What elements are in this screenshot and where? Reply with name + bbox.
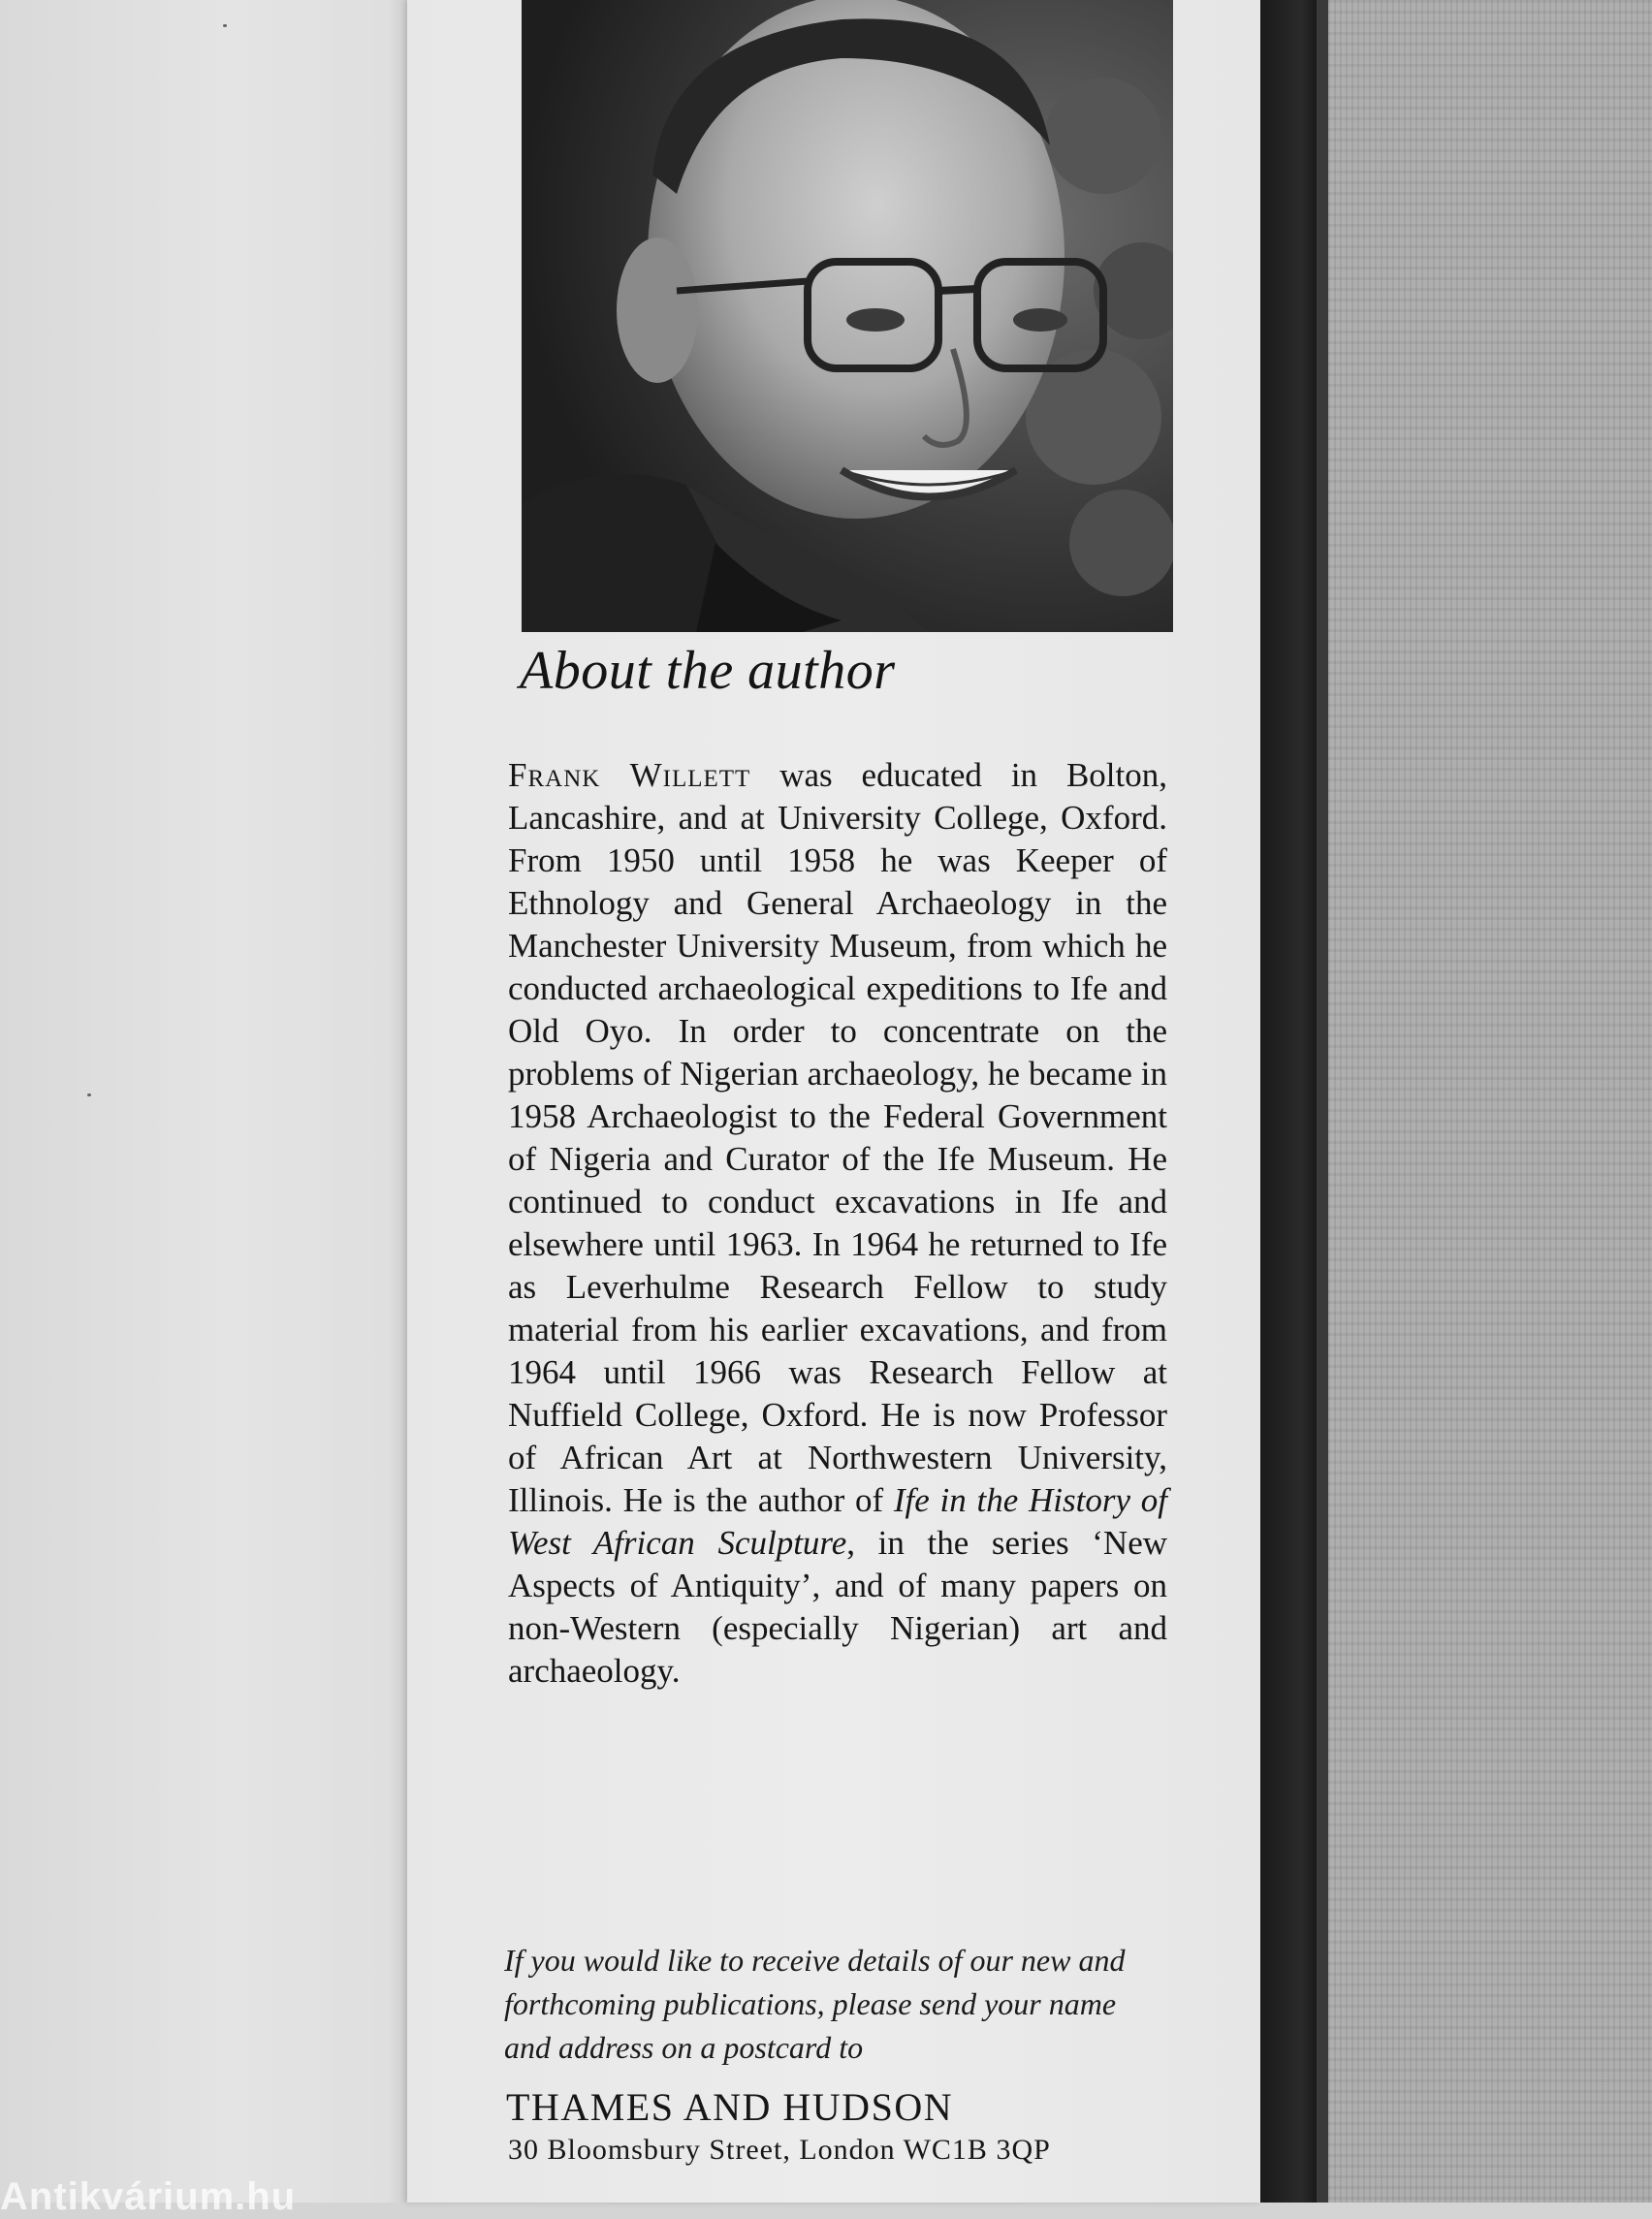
author-bio <box>508 754 1167 1693</box>
blank-facing-page <box>0 0 417 2203</box>
paper-speck <box>87 1094 91 1096</box>
publications-notice: If you would like to receive details of our new and forthcoming publications, please send your name and address on a postcard to <box>504 1943 1126 2065</box>
watermark: Antikvárium.hu <box>0 2175 297 2218</box>
publisher-name: THAMES AND HUDSON <box>506 2085 954 2129</box>
textured-surface <box>1328 0 1652 2203</box>
spine-edge <box>1317 0 1328 2203</box>
author-portrait <box>522 0 1173 632</box>
bio-text-part-1: was educated in Bolton, Lancashire, and at University College, Oxford. From 1950 until 1958 he was Keeper of Ethnology and General Archaeology in the Manchester University Museum, from which he conducted archaeological expeditions to Ife and Old Oyo. In order to concentrate on the problems of Nigerian archaeology, he became in 1958 Archaeologist to the Federal Government of Nigeria and Curator of the Ife Museum. He continued to conduct excavations in Ife and elsewhere until 1963. In 1964 he returned to Ife as Leverhulme Research Fellow to study material from his earlier excavations, and from 1964 until 1966 was Research Fellow at Nuffield College, Oxford. He is now Professor of African Art at Northwestern University, Illinois. He is the author of <box>508 756 1167 1519</box>
about-author-heading: About the author <box>520 641 896 701</box>
author-name: Frank Willett <box>508 756 751 794</box>
paper-speck <box>223 24 227 27</box>
bio-text-part-2: , in the series ‘New Aspects of Antiquity’, and of many papers on non-Western (especially Nigerian) art and archaeology. <box>508 1524 1168 1690</box>
book-title: Ife in the History of West African Sculpture <box>508 1481 1167 1562</box>
publisher-address: 30 Bloomsbury Street, London WC1B 3QP <box>508 2134 1051 2166</box>
